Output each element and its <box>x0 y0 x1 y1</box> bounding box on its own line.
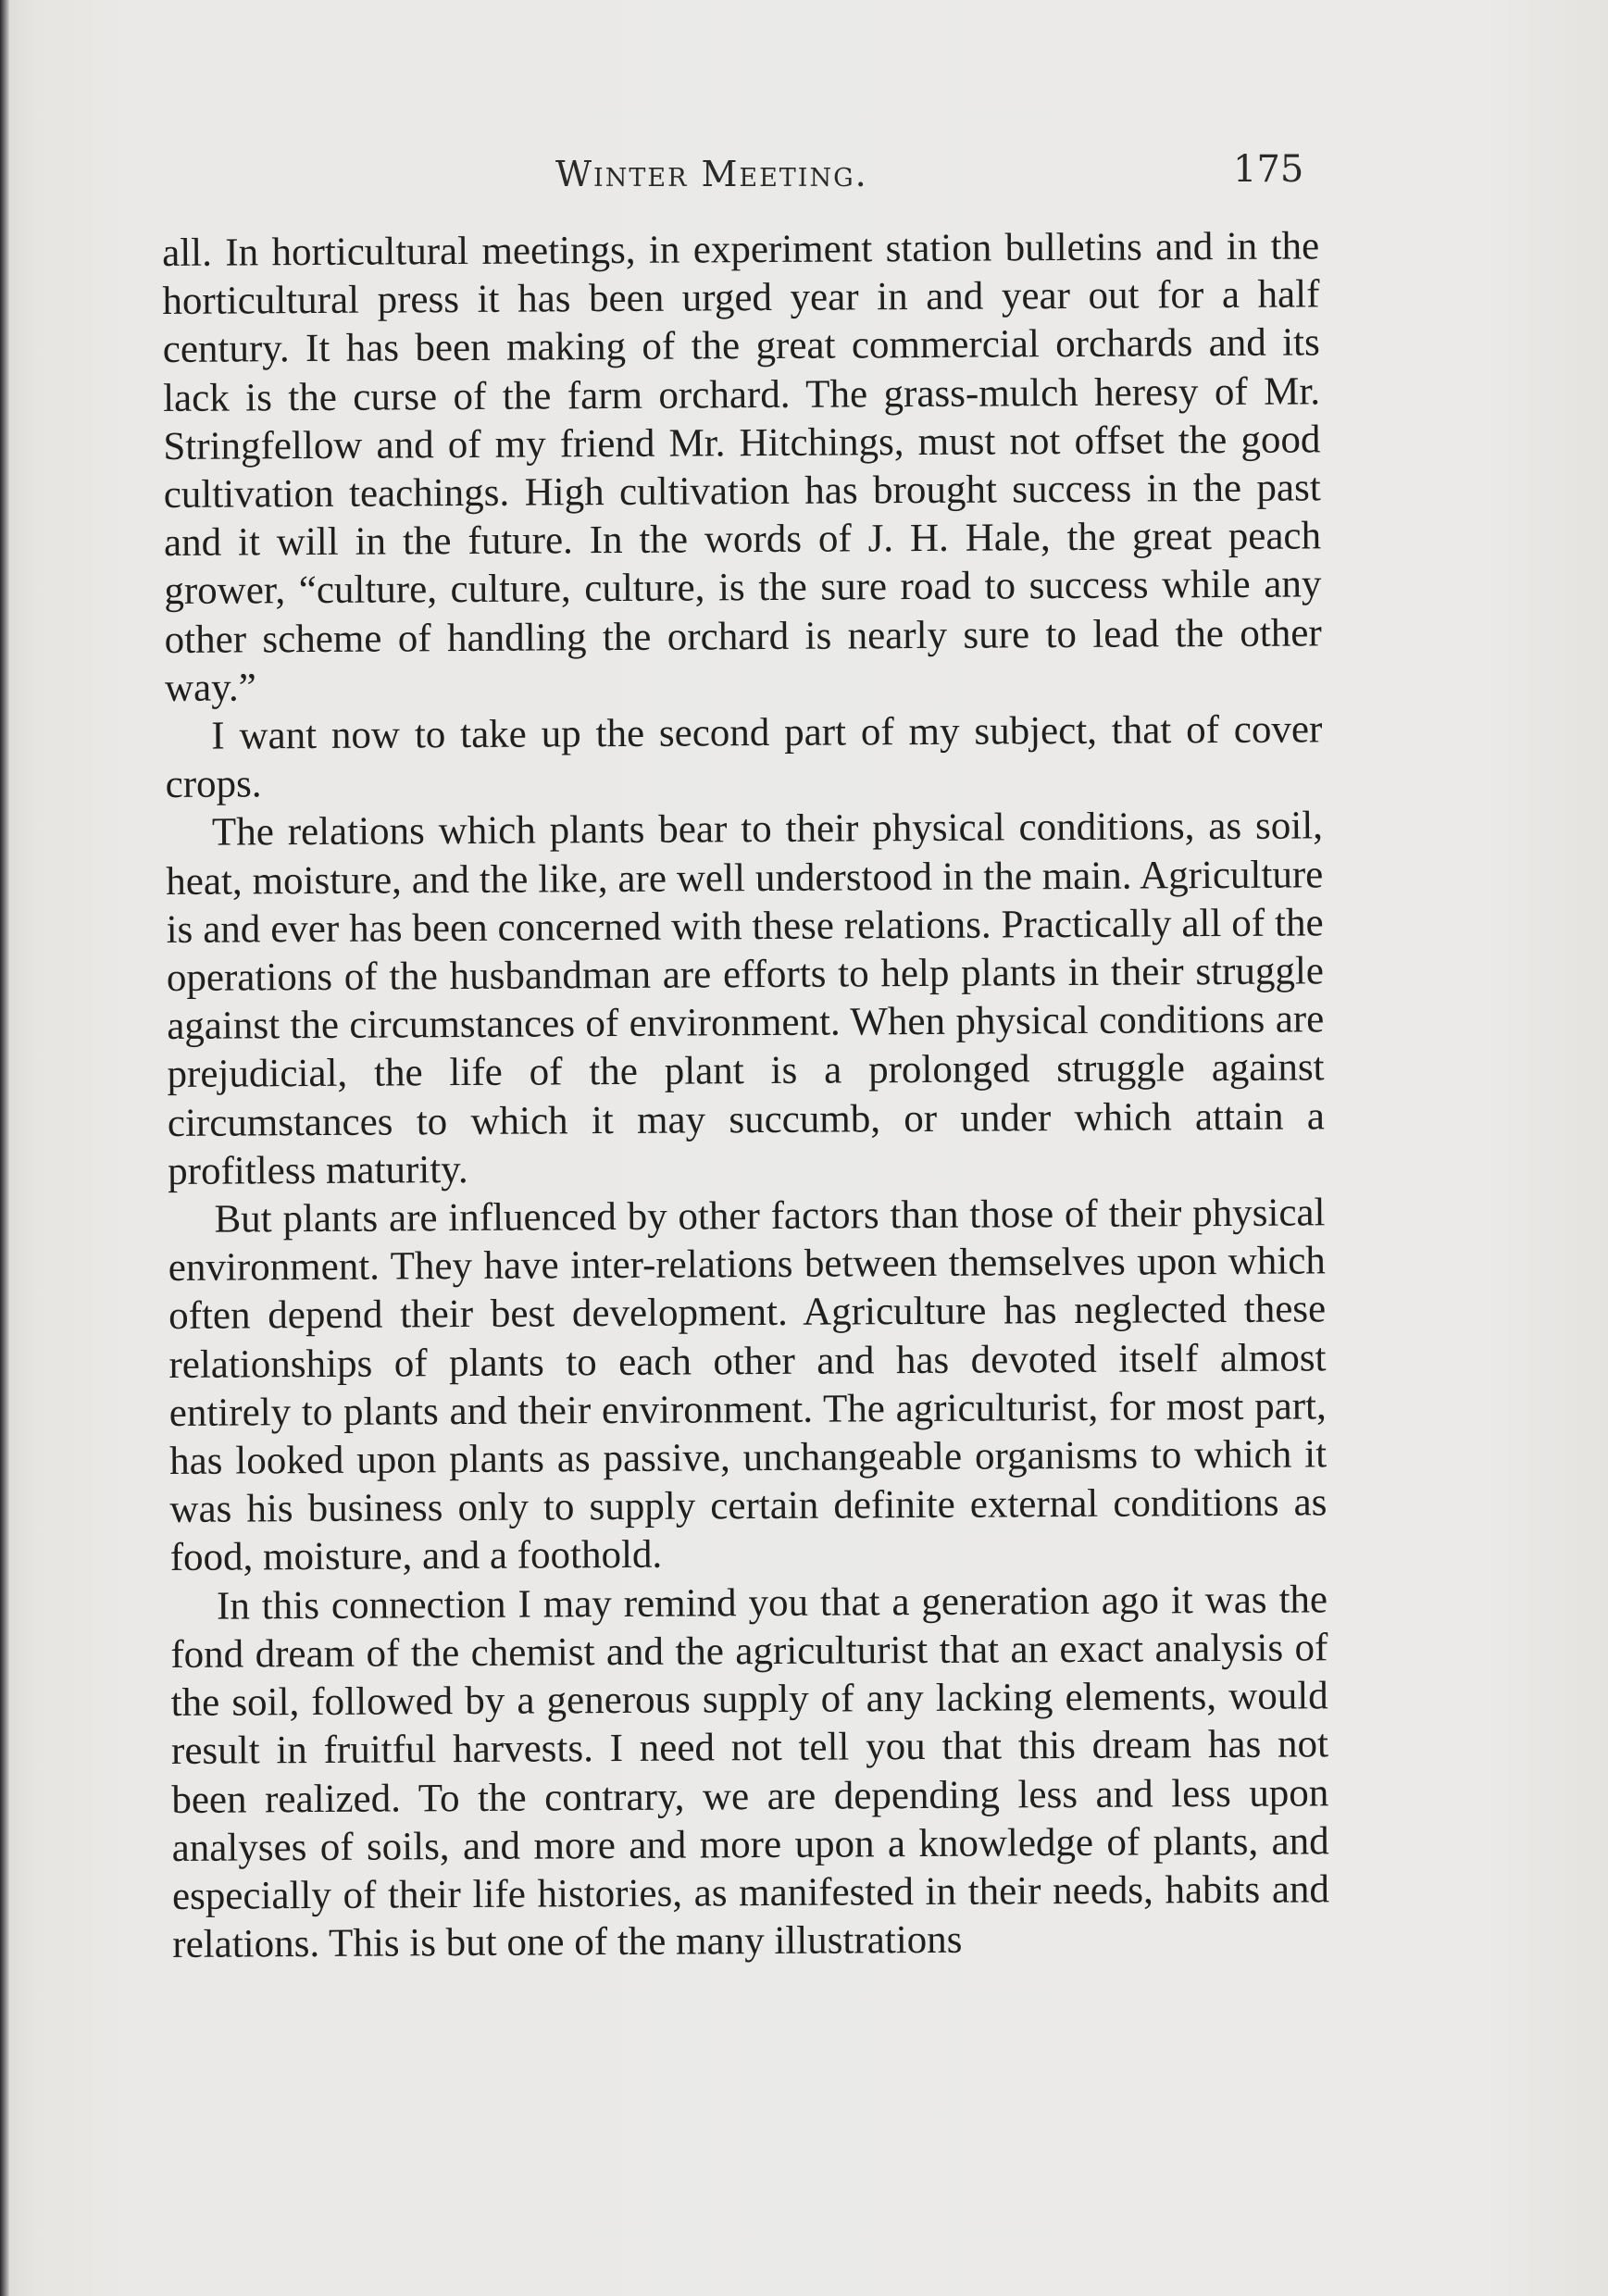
paragraph-soil-analysis: In this connection I may remind you that a generation ago it was the fond dream of the chemist and the agriculturist that an exact analysis of the soil, followed by a generous supply of any lacking elements, would result in fruitful harvests. I need not tell you that this dream has not been realized. To the contrary, we are depending less and less upon analyses of soils, and more and more upon a knowledge of plants, and especially of their life histories, as manifested in their needs, habits and relations. This is but one of the many illustrations <box>170 1578 1330 1967</box>
body-text <box>162 222 1329 1969</box>
page-number: 175 <box>1233 148 1304 191</box>
page-header <box>0 148 1608 204</box>
paragraph-physical-conditions: The relations which plants bear to their physical conditions, as soil, heat, moisture, and the like, are well understood in the main. Agriculture is and ever has been concerned with these relations. Practically all of the operations of the husbandman are efforts to help plants in their struggle against the circumstances of environment. When physical conditions are prejudicial, the life of the plant is a prolonged struggle against circumstances to which it may succumb, or under which attain a profitless maturity. <box>166 804 1326 1193</box>
paragraph-continuation: all. In horticultural meetings, in experiment station bulletins and in the horticultural press it has been urged year in and year out for a half century. It has been making of the great commercial orchards and its lack is the curse of the farm orchard. The grass-mulch heresy of Mr. Stringfellow and of my friend Mr. Hitchings, must not offset the good cultivation teachings. High cultivation has brought success in the past and it will in the future. In the words of J. H. Hale, the great peach grower, “culture, culture, culture, is the sure road to success while any other scheme of handling the orchard is nearly sure to lead the other way.” <box>162 224 1322 710</box>
paragraph-inter-relations: But plants are influenced by other factors than those of their physical environment. They have inter-relations between themselves upon which often depend their best development. Agriculture has neglected these relationships of plants to each other and has devoted itself almost entirely to plants and their environment. The agriculturist, for most part, has looked upon plants as passive, unchangeable organisms to which it was his business only to supply certain definite external conditions as food, moisture, and a foothold. <box>168 1191 1328 1580</box>
paragraph-cover-crops-intro: I want now to take up the second part of my subject, that of cover crops. <box>165 707 1323 807</box>
book-spine-shadow <box>0 0 9 2296</box>
running-title: Winter Meeting. <box>555 154 868 194</box>
